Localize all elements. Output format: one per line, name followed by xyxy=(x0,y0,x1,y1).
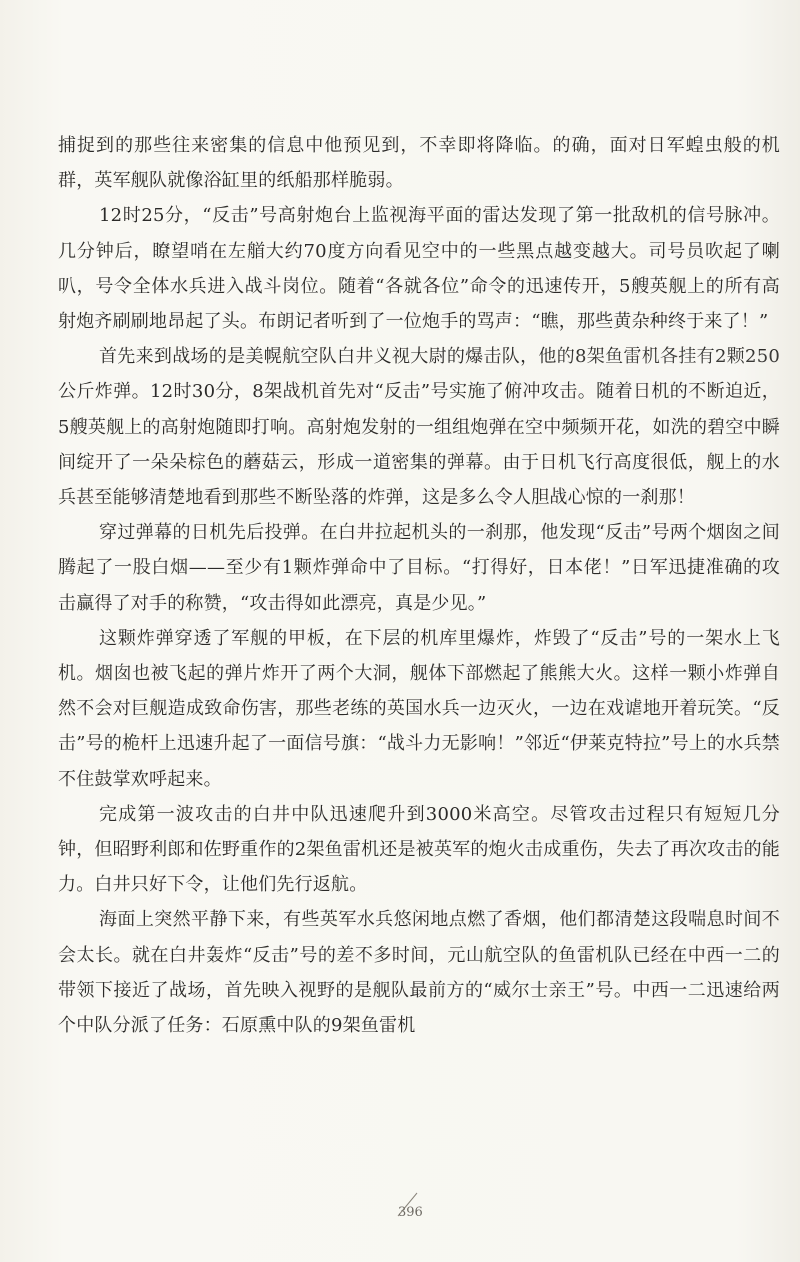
paragraph-continuation: 捕捉到的那些往来密集的信息中他预见到，不幸即将降临。的确，面对日军蝗虫般的机群，英军舰队就像浴缸里的纸船那样脆弱。 xyxy=(58,135,780,192)
paragraph-torpedo-approach: 海面上突然平静下来，有些英军水兵悠闲地点燃了香烟，他们都清楚这段喘息时间不会太长。就在白井轰炸“反击”号的差不多时间，元山航空队的鱼雷机队已经在中西一二的带领下接近了战场，首先映入视野的是舰队最前方的“威尔士亲王”号。中西一二迅速给两个中队分派了任务：石原熏中队的9架鱼雷机 xyxy=(58,909,780,1037)
paragraph-bombs-released: 穿过弹幕的日机先后投弹。在白井拉起机头的一刹那，他发现“反击”号两个烟囱之间腾起了一股白烟——至少有1颗炸弹命中了目标。“打得好，日本佬！”日军迅捷准确的攻击赢得了对手的称赞，“攻击得如此漂亮，真是少见。” xyxy=(58,522,780,614)
body-text xyxy=(58,128,780,1043)
paragraph-bomb-damage: 这颗炸弹穿透了军舰的甲板，在下层的机库里爆炸，炸毁了“反击”号的一架水上飞机。烟囱也被飞起的弹片炸开了两个大洞，舰体下部燃起了熊熊大火。这样一颗小炸弹自然不会对巨舰造成致命伤害，那些老练的英国水兵一边灭火，一边在戏谑地开着玩笑。“反击”号的桅杆上迅速升起了一面信号旗：“战斗力无影响！”邻近“伊莱克特拉”号上的水兵禁不住鼓掌欢呼起来。 xyxy=(58,627,780,790)
paragraph-first-bombing-attack: 首先来到战场的是美幌航空队白井义视大尉的爆击队，他的8架鱼雷机各挂有2颗250公斤炸弹。12时30分，8架战机首先对“反击”号实施了俯冲攻击。随着日机的不断迫近，5艘英舰上的高射炮随即打响。高射炮发射的一组组炮弹在空中频频开花，如洗的碧空中瞬间绽开了一朵朵棕色的蘑菇云，形成一道密集的弹幕。由于日机飞行高度很低，舰上的水兵甚至能够清楚地看到那些不断坠落的炸弹，这是多么令人胆战心惊的一刹那！ xyxy=(58,346,780,509)
paragraph-squadron-climb: 完成第一波攻击的白井中队迅速爬升到3000米高空。尽管攻击过程只有短短几分钟，但昭野利郎和佐野重作的2架鱼雷机还是被英军的炮火击成重伤，失去了再次攻击的能力。白井只好下令，让他们先行返航。 xyxy=(58,803,780,896)
paragraph-radar-detection: 12时25分，“反击”号高射炮台上监视海平面的雷达发现了第一批敌机的信号脉冲。几分钟后，瞭望哨在左艏大约70度方向看见空中的一些黑点越变越大。司号员吹起了喇叭，号令全体水兵进入战斗岗位。随着“各就各位”命令的迅速传开，5艘英舰上的所有高射炮齐刷刷地昂起了头。布朗记者听到了一位炮手的骂声：“瞧，那些黄杂种终于来了！” xyxy=(58,205,780,333)
page-number: 396 xyxy=(398,1205,423,1220)
